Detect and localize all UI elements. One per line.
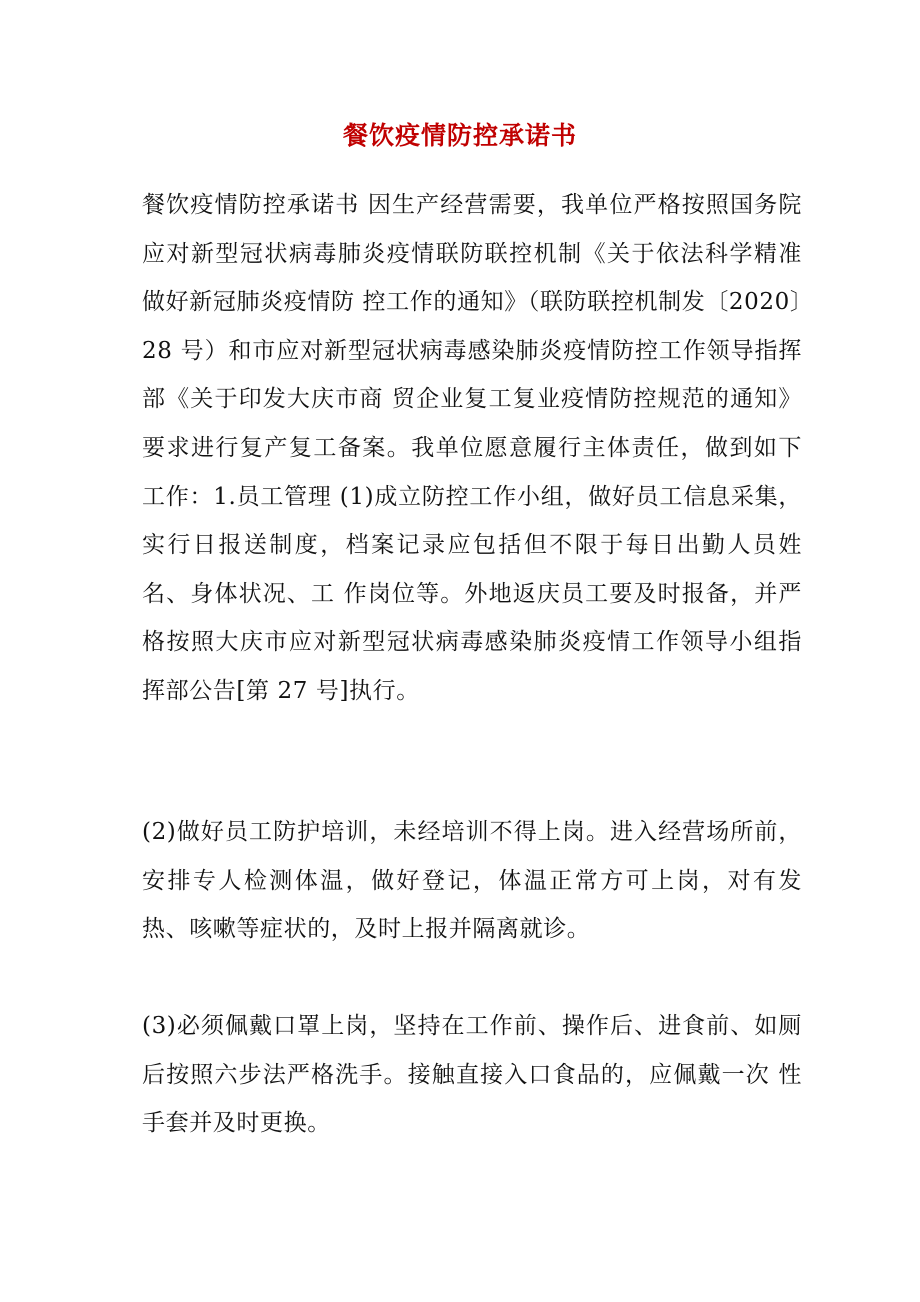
- paragraph-2: (2)做好员工防护培训，未经培训不得上岗。进入经营场所前，安排专人检测体温，做好登记，体温正常方可上岗，对有发 热、咳嗽等症状的，及时上报并隔离就诊。: [142, 819, 802, 943]
- paragraph-1: 餐饮疫情防控承诺书 因生产经营需要，我单位严格按照国务院应对新型冠状病毒肺炎疫情联防联控机制《关于依法科学精准做好新冠肺炎疫情防 控工作的通知》（联防联控机制发〔2020〕28 号）和市应对新型冠状病毒感染肺炎疫情防控工作领导指挥部《关于印发大庆市商 贸企业复工复业疫情防控规范的通知》要求进行复产复工备案。我单位愿意履行主体责任，做到如下工作：1.员工管理 (1)成立防控工作小组，做好员工信息采集，实行日报送制度，档案记录应包括但不限于每日出勤人员姓名、身体状况、工 作岗位等。外地返庆员工要及时报备，并严格按照大庆市应对新型冠状病毒感染肺炎疫情工作领导小组指挥部公告[第 27 号]执行。: [142, 192, 802, 704]
- document-title: 餐饮疫情防控承诺书: [342, 121, 577, 150]
- paragraph-3: (3)必须佩戴口罩上岗，坚持在工作前、操作后、进食前、如厕后按照六步法严格洗手。接触直接入口食品的，应佩戴一次 性手套并及时更换。: [142, 1013, 802, 1137]
